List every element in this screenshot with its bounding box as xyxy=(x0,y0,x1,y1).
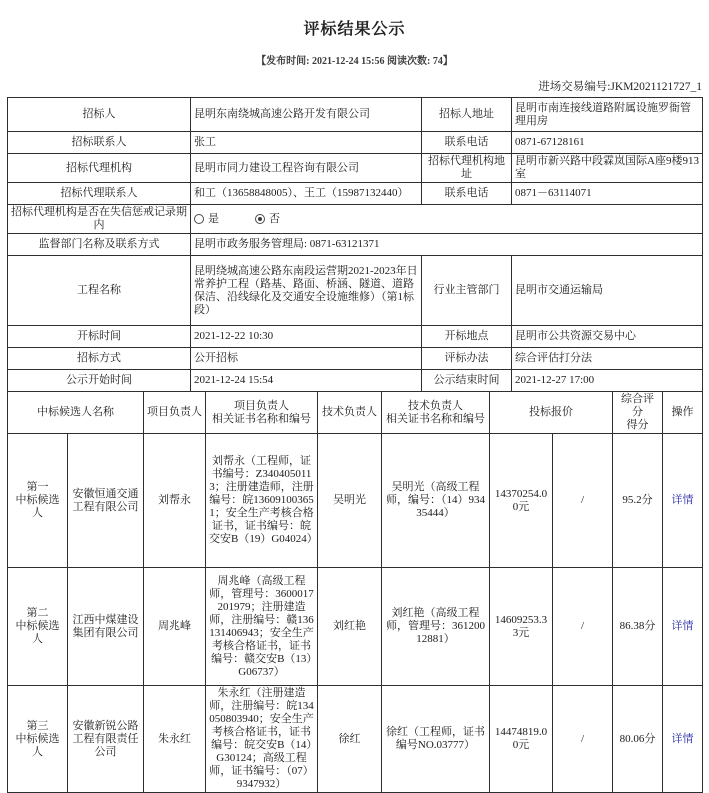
candidate-row-3 xyxy=(8,686,703,793)
header-pm: 项目负责人 xyxy=(144,392,206,434)
eval-method-label: 评标办法 xyxy=(422,348,512,370)
header-candidate-name: 中标候选人名称 xyxy=(8,392,144,434)
trade-number: 进场交易编号:JKM2021121727_1 xyxy=(538,81,702,93)
detail-link[interactable]: 详情 xyxy=(671,620,694,632)
eval-method-value: 综合评估打分法 xyxy=(512,348,703,370)
pm-cert-cell: 朱永红（注册建造师，注册编号：皖134050803940；安全生产考核合格证书，证书编号：皖交安B（14）G30124；高级工程师，证书编号：（07）9347932） xyxy=(206,686,318,793)
open-time-label: 开标时间 xyxy=(8,326,191,348)
tenderer-address-label: 招标人地址 xyxy=(422,98,512,132)
agency-phone-value: 0871－63114071 xyxy=(512,183,703,205)
score-cell: 86.38分 xyxy=(613,568,663,686)
slash-cell: / xyxy=(553,568,613,686)
publicity-end-value: 2021-12-27 17:00 xyxy=(512,370,703,392)
detail-link[interactable]: 详情 xyxy=(671,732,694,745)
score-cell: 80.06分 xyxy=(613,686,663,793)
tenderer-value: 昆明东南绕城高速公路开发有限公司 xyxy=(191,98,422,132)
header-score: 综合评分 得分 xyxy=(613,392,663,434)
header-tech-cert: 技术负责人 相关证书名称和编号 xyxy=(382,392,490,434)
slash-cell: / xyxy=(553,434,613,568)
pm-cell: 周兆峰 xyxy=(144,568,206,686)
bid-method-value: 公开招标 xyxy=(191,348,422,370)
contact-value: 张工 xyxy=(191,132,422,154)
radio-no-icon[interactable] xyxy=(255,214,265,224)
candidate-row-2 xyxy=(8,568,703,686)
slash-cell: / xyxy=(553,686,613,793)
tech-cert-cell: 吴明光（高级工程师，编号：（14）93435444） xyxy=(382,434,490,568)
supervisor-value: 昆明市政务服务管理局: 0871-63121371 xyxy=(191,234,703,256)
detail-link[interactable]: 详情 xyxy=(671,494,694,506)
publicity-start-label: 公示开始时间 xyxy=(8,370,191,392)
table-row xyxy=(8,205,703,234)
header-action: 操作 xyxy=(663,392,703,434)
open-time-value: 2021-12-22 10:30 xyxy=(191,326,422,348)
header-price: 投标报价 xyxy=(490,392,613,434)
radio-no-label: 否 xyxy=(269,212,280,225)
bid-header-row xyxy=(8,392,703,434)
rank-cell: 第三 中标候选人 xyxy=(8,686,68,793)
industry-dept-label: 行业主管部门 xyxy=(422,256,512,326)
tenderer-address-value: 昆明市南连接线道路附属设施罗衙管理用房 xyxy=(512,98,703,132)
pm-cert-cell: 周兆峰（高级工程师，管理号：3600017201979；注册建造师，注册编号：赣136131406943；安全生产考核合格证书，证书编号：赣交安B（13）G06737） xyxy=(206,568,318,686)
credit-record-value xyxy=(191,205,703,234)
pm-cell: 刘帮永 xyxy=(144,434,206,568)
industry-dept-value: 昆明市交通运输局 xyxy=(512,256,703,326)
tech-cell: 刘红艳 xyxy=(318,568,382,686)
company-cell: 安徽新锐公路工程有限责任公司 xyxy=(68,686,144,793)
project-name-value: 昆明绕城高速公路东南段运营期2021-2023年日常养护工程（路基、路面、桥涵、隧道、道路保洁、沿线绿化及交通安全设施维修）（第1标段） xyxy=(191,256,422,326)
candidate-row-1 xyxy=(8,434,703,568)
header-pm-cert: 项目负责人 相关证书名称和编号 xyxy=(206,392,318,434)
radio-yes-label: 是 xyxy=(208,212,219,225)
tech-cert-cell: 徐红（工程师，证书编号NO.03777） xyxy=(382,686,490,793)
detail-cell xyxy=(663,686,703,793)
rank-cell: 第一 中标候选人 xyxy=(8,434,68,568)
tech-cert-cell: 刘红艳（高级工程师，管理号：36120012881） xyxy=(382,568,490,686)
info-table xyxy=(7,97,703,392)
bid-method-label: 招标方式 xyxy=(8,348,191,370)
pm-cell: 朱永红 xyxy=(144,686,206,793)
agency-value: 昆明市同力建设工程咨询有限公司 xyxy=(191,154,422,183)
rank-cell: 第二 中标候选人 xyxy=(8,568,68,686)
header-tech: 技术负责人 xyxy=(318,392,382,434)
credit-record-label: 招标代理机构是否在失信惩戒记录期内 xyxy=(8,205,191,234)
tech-cell: 吴明光 xyxy=(318,434,382,568)
price-cell: 14609253.33元 xyxy=(490,568,553,686)
agency-phone-label: 联系电话 xyxy=(422,183,512,205)
supervisor-label: 监督部门名称及联系方式 xyxy=(8,234,191,256)
agency-address-label: 招标代理机构地址 xyxy=(422,154,512,183)
tech-cell: 徐红 xyxy=(318,686,382,793)
score-cell: 95.2分 xyxy=(613,434,663,568)
open-place-label: 开标地点 xyxy=(422,326,512,348)
phone-value: 0871-67128161 xyxy=(512,132,703,154)
agency-label: 招标代理机构 xyxy=(8,154,191,183)
price-cell: 14474819.00元 xyxy=(490,686,553,793)
project-name-label: 工程名称 xyxy=(8,256,191,326)
company-cell: 江西中煤建设集团有限公司 xyxy=(68,568,144,686)
agency-address-value: 昆明市新兴路中段霖岚国际A座9楼913室 xyxy=(512,154,703,183)
price-cell: 14370254.00元 xyxy=(490,434,553,568)
tenderer-label: 招标人 xyxy=(8,98,191,132)
pm-cert-cell: 刘帮永（工程师，证书编号：Z3404050113；注册建造师，注册编号：皖136091003651；安全生产考核合格证书，证书编号：皖交安B（19）G04024） xyxy=(206,434,318,568)
publish-meta: 【发布时间: 2021-12-24 15:56 阅读次数: 74】 xyxy=(256,56,453,67)
table-row xyxy=(8,154,703,183)
publicity-start-value: 2021-12-24 15:54 xyxy=(191,370,422,392)
detail-cell xyxy=(663,568,703,686)
agency-contact-value: 和工（13658848005）、王工（15987132440） xyxy=(191,183,422,205)
detail-cell xyxy=(663,434,703,568)
agency-contact-label: 招标代理联系人 xyxy=(8,183,191,205)
page-title: 评标结果公示 xyxy=(303,21,406,38)
company-cell: 安徽恒通交通工程有限公司 xyxy=(68,434,144,568)
radio-yes-icon[interactable] xyxy=(194,214,204,224)
table-row xyxy=(8,132,703,154)
table-row xyxy=(8,326,703,348)
table-row xyxy=(8,183,703,205)
table-row xyxy=(8,256,703,326)
table-row xyxy=(8,234,703,256)
open-place-value: 昆明市公共资源交易中心 xyxy=(512,326,703,348)
table-row xyxy=(8,370,703,392)
table-row xyxy=(8,98,703,132)
publicity-end-label: 公示结束时间 xyxy=(422,370,512,392)
table-row xyxy=(8,348,703,370)
bid-table xyxy=(7,391,703,793)
contact-label: 招标联系人 xyxy=(8,132,191,154)
phone-label: 联系电话 xyxy=(422,132,512,154)
